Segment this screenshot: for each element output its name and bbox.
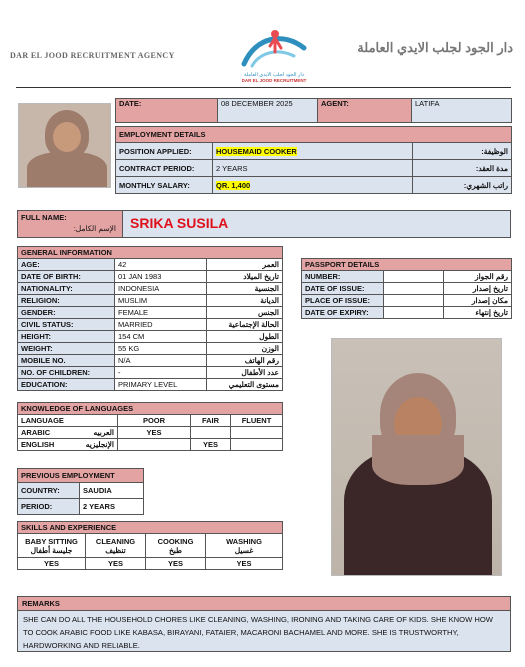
height-value: 154 CM <box>115 331 207 343</box>
full-name-value: SRIKA SUSILA <box>130 215 229 231</box>
logo-mark-icon <box>238 26 310 70</box>
height-label-ar: الطول <box>207 331 283 343</box>
skill-cleaning-ar: تنظيف <box>105 545 126 555</box>
skill-babysitting-ar: جليسة أطفال <box>30 545 73 555</box>
full-name-label-cell <box>18 211 123 237</box>
skill-washing-ar: غسيل <box>234 545 254 555</box>
skill-cooking <box>146 534 206 558</box>
skill-babysitting <box>18 534 86 558</box>
lang-english: ENGLISH <box>21 440 55 449</box>
passport-number-label: NUMBER: <box>302 271 384 283</box>
applicant-photo-small <box>18 103 111 188</box>
issue-place-value <box>384 295 444 307</box>
remarks-text: SHE CAN DO ALL THE HOUSEHOLD CHORES LIKE CLEANING, WASHING, IRONING AND TAKING CARE OF KIDS. SHE KNOW HOW TO COOK ARABIC FOOD LIKE KABASA, BIRAYANI, FATAIER, MACARONI BACHAMEL AND MORE. SHE IS TRUSTWORTHY, HARDWORKING AND RELIABLE. <box>23 615 493 650</box>
weight-label: WEIGHT: <box>18 343 115 355</box>
civil-status-value: MARRIED <box>115 319 207 331</box>
skill-cleaning-en: CLEANING <box>95 536 136 546</box>
children-value: - <box>115 367 207 379</box>
passport-title: PASSPORT DETAILS <box>302 259 512 271</box>
gender-label: GENDER: <box>18 307 115 319</box>
skills-table <box>17 521 283 570</box>
mobile-label: MOBILE NO. <box>18 355 115 367</box>
religion-value: MUSLIM <box>115 295 207 307</box>
lang-arabic-cell <box>18 427 118 439</box>
nationality-label-ar: الجنسية <box>207 283 283 295</box>
civil-status-label: CIVIL STATUS: <box>18 319 115 331</box>
agency-logo <box>238 26 310 88</box>
arabic-poor: YES <box>118 427 191 439</box>
skill-washing-en: WASHING <box>226 536 262 546</box>
skill-cleaning <box>86 534 146 558</box>
mobile-label-ar: رقم الهاتف <box>207 355 283 367</box>
date-value: 08 DECEMBER 2025 <box>218 99 318 123</box>
salary-value: QR. 1,400 <box>216 180 251 190</box>
passport-number-value <box>384 271 444 283</box>
lang-arabic: ARABIC <box>21 428 51 437</box>
lang-header-language: LANGUAGE <box>18 415 118 427</box>
religion-label-ar: الديانة <box>207 295 283 307</box>
position-label-ar: الوظيفة: <box>413 143 512 160</box>
salary-label: MONTHLY SALARY: <box>116 177 213 194</box>
languages-table <box>17 402 283 451</box>
lang-header-fluent: FLUENT <box>231 415 283 427</box>
agency-name-en: DAR EL JOOD RECRUITMENT AGENCY <box>10 51 175 60</box>
agent-value: LATIFA <box>412 99 512 123</box>
expiry-date-label: DATE OF EXPIRY: <box>302 307 384 319</box>
employment-table <box>115 126 512 194</box>
nationality-label: NATIONALITY: <box>18 283 115 295</box>
previous-employment-table <box>17 468 144 515</box>
skill-washing-value: YES <box>206 558 283 570</box>
religion-label: RELIGION: <box>18 295 115 307</box>
education-label-ar: مستوى التعليمي <box>207 379 283 391</box>
weight-label-ar: الوزن <box>207 343 283 355</box>
english-poor <box>118 439 191 451</box>
education-label: EDUCATION: <box>18 379 115 391</box>
full-name-box <box>17 210 511 238</box>
age-label-ar: العمر <box>207 259 283 271</box>
english-fair: YES <box>191 439 231 451</box>
skill-cooking-en: COOKING <box>157 536 194 546</box>
weight-value: 55 KG <box>115 343 207 355</box>
dob-label-ar: تاريخ الميلاد <box>207 271 283 283</box>
employment-title: EMPLOYMENT DETAILS <box>116 127 512 143</box>
skill-babysitting-value: YES <box>18 558 86 570</box>
children-label: NO. OF CHILDREN: <box>18 367 115 379</box>
skill-cooking-ar: طبخ <box>168 545 183 555</box>
remarks-box <box>17 596 511 652</box>
general-info-title: GENERAL INFORMATION <box>18 247 283 259</box>
applicant-photo-large <box>331 338 502 576</box>
contract-value: 2 YEARS <box>213 160 413 177</box>
salary-label-ar: راتب الشهري: <box>413 177 512 194</box>
expiry-date-value <box>384 307 444 319</box>
remarks-title: REMARKS <box>18 597 510 611</box>
country-label: COUNTRY: <box>18 483 80 499</box>
gender-label-ar: الجنس <box>207 307 283 319</box>
lang-arabic-ar: العربيه <box>93 428 114 437</box>
agency-name-ar: دار الجود لجلب الايدي العاملة <box>357 40 513 55</box>
height-label: HEIGHT: <box>18 331 115 343</box>
issue-place-label-ar: مكان إصدار <box>444 295 512 307</box>
lang-header-poor: POOR <box>118 415 191 427</box>
agent-label: AGENT: <box>318 99 412 123</box>
gender-value: FEMALE <box>115 307 207 319</box>
country-value: SAUDIA <box>80 483 144 499</box>
civil-status-label-ar: الحالة الإجتماعية <box>207 319 283 331</box>
skills-title: SKILLS AND EXPERIENCE <box>18 522 283 534</box>
contract-label: CONTRACT PERIOD: <box>116 160 213 177</box>
dob-label: DATE OF BIRTH: <box>18 271 115 283</box>
issue-date-label-ar: تاريخ إصدار <box>444 283 512 295</box>
issue-place-label: PLACE OF ISSUE: <box>302 295 384 307</box>
full-name-label-ar: الإسم الكامل: <box>73 224 116 233</box>
period-label: PERIOD: <box>18 499 80 515</box>
languages-title: KNOWLEDGE OF LANGUAGES <box>18 403 283 415</box>
position-label: POSITION APPLIED: <box>116 143 213 160</box>
arabic-fair <box>191 427 231 439</box>
period-value: 2 YEARS <box>80 499 144 515</box>
passport-table <box>301 258 512 319</box>
skill-cooking-value: YES <box>146 558 206 570</box>
skill-babysitting-en: BABY SITTING <box>25 536 78 546</box>
issue-date-label: DATE OF ISSUE: <box>302 283 384 295</box>
logo-sub-ar: دار الجود لجلب الايدي العاملة <box>244 72 304 78</box>
nationality-value: INDONESIA <box>115 283 207 295</box>
issue-date-value <box>384 283 444 295</box>
skill-washing <box>206 534 283 558</box>
age-value: 42 <box>115 259 207 271</box>
date-label: DATE: <box>116 99 218 123</box>
header-divider <box>16 87 511 88</box>
arabic-fluent <box>231 427 283 439</box>
mobile-value: N/A <box>115 355 207 367</box>
logo-sub-en: DAR EL JOOD RECRUITMENT <box>241 78 307 83</box>
education-value: PRIMARY LEVEL <box>115 379 207 391</box>
lang-english-cell <box>18 439 118 451</box>
expiry-date-label-ar: تاريخ إنتهاء <box>444 307 512 319</box>
position-value: HOUSEMAID COOKER <box>216 146 297 156</box>
english-fluent <box>231 439 283 451</box>
salary-value-cell <box>213 177 413 194</box>
full-name-label: FULL NAME: <box>21 213 67 222</box>
passport-number-label-ar: رقم الجواز <box>444 271 512 283</box>
date-agent-table <box>115 98 512 123</box>
general-info-table <box>17 246 283 391</box>
dob-value: 01 JAN 1983 <box>115 271 207 283</box>
lang-english-ar: الإنجليزيه <box>85 440 114 449</box>
previous-employment-title: PREVIOUS EMPLOYMENT <box>18 469 144 483</box>
contract-label-ar: مدة العقد: <box>413 160 512 177</box>
lang-header-fair: FAIR <box>191 415 231 427</box>
children-label-ar: عدد الأطفال <box>207 367 283 379</box>
position-value-cell <box>213 143 413 160</box>
age-label: AGE: <box>18 259 115 271</box>
skill-cleaning-value: YES <box>86 558 146 570</box>
